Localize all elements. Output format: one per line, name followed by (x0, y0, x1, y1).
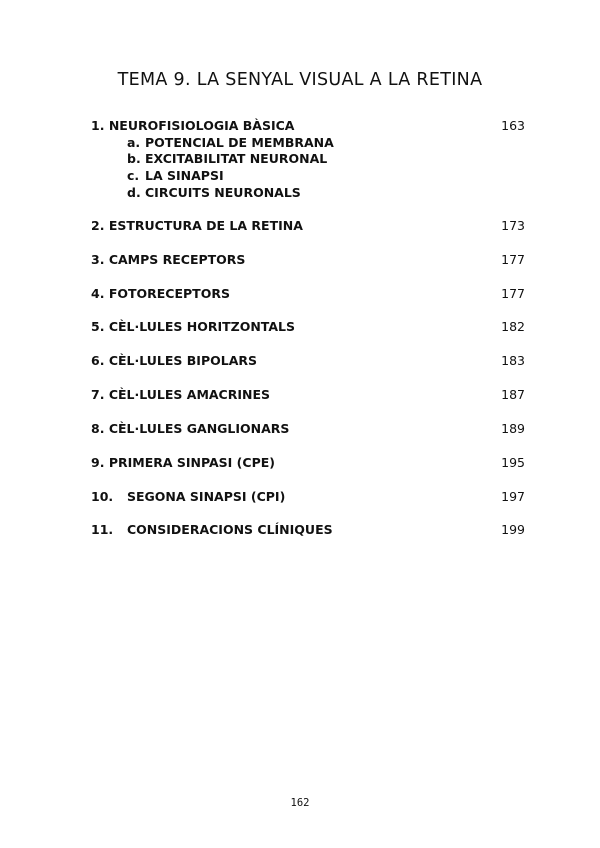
toc-subentry-label: CIRCUITS NEURONALS (145, 185, 301, 200)
toc-subentry (127, 168, 224, 184)
toc-entry (91, 118, 525, 134)
toc-entry-page: 182 (501, 319, 525, 334)
toc-entry-page: 173 (501, 218, 525, 233)
toc-entry-page: 189 (501, 421, 525, 436)
toc-entry (91, 421, 525, 437)
toc-entry-label: ESTRUCTURA DE LA RETINA (108, 218, 303, 233)
toc-entry-number: 6. (91, 353, 105, 368)
toc-entry (91, 387, 525, 403)
toc-entry-number: 8. (91, 421, 105, 436)
toc-entry (91, 489, 525, 505)
toc-subentry-label: EXCITABILITAT NEURONAL (145, 151, 328, 166)
toc-entry-label: CÈL·LULES HORITZONTALS (108, 319, 296, 334)
toc-entry-page: 177 (501, 252, 525, 267)
toc-entry-label: CONSIDERACIONS CLÍNIQUES (127, 522, 333, 537)
toc-entry-page: 183 (501, 353, 525, 368)
toc-entry-number: 9. (91, 455, 105, 470)
toc-subentry-letter: a. (127, 135, 141, 150)
toc-entry-page: 163 (501, 118, 525, 133)
toc-entry-label: CÈL·LULES BIPOLARS (108, 353, 257, 368)
toc-subentry (127, 151, 327, 167)
toc-subentry-letter: b. (127, 151, 141, 166)
toc-entry-number: 10. (91, 489, 114, 504)
toc-subentry-letter: d. (127, 185, 141, 200)
toc-entry (91, 286, 525, 302)
toc-entry-page: 177 (501, 286, 525, 301)
toc-entry-number: 2. (91, 218, 105, 233)
toc-entry-number: 5. (91, 319, 105, 334)
toc-entry-number: 1. (91, 118, 105, 133)
toc-entry (91, 218, 525, 234)
toc-subentry (127, 185, 301, 201)
toc-entry-label: SEGONA SINAPSI (CPI) (127, 489, 286, 504)
toc-subentry (127, 135, 334, 151)
toc-entry-label: CÈL·LULES AMACRINES (108, 387, 271, 402)
toc-entry-page: 187 (501, 387, 525, 402)
toc-entry-label: CAMPS RECEPTORS (108, 252, 246, 267)
toc-entry-page: 199 (501, 522, 525, 537)
toc-entry-number: 4. (91, 286, 105, 301)
toc-subentry-label: LA SINAPSI (145, 168, 224, 183)
toc-entry-number: 7. (91, 387, 105, 402)
toc-subentry-letter: c. (127, 168, 140, 183)
toc-entry (91, 455, 525, 471)
toc-entry (91, 522, 525, 538)
toc-entry-page: 195 (501, 455, 525, 470)
toc-entry-label: NEUROFISIOLOGIA BÀSICA (108, 118, 295, 133)
toc-entry-number: 11. (91, 522, 114, 537)
toc-entry (91, 353, 525, 369)
toc-entry (91, 252, 525, 268)
page-title: TEMA 9. LA SENYAL VISUAL A LA RETINA (117, 70, 483, 90)
toc-entry-label: CÈL·LULES GANGLIONARS (108, 421, 290, 436)
toc-entry-label: FOTORECEPTORS (108, 286, 230, 301)
toc-entry (91, 319, 525, 335)
toc-subentry-label: POTENCIAL DE MEMBRANA (145, 135, 334, 150)
toc-entry-number: 3. (91, 252, 105, 267)
toc-entry-page: 197 (501, 489, 525, 504)
toc-entry-label: PRIMERA SINPASI (CPE) (108, 455, 275, 470)
page-number: 162 (290, 797, 310, 809)
